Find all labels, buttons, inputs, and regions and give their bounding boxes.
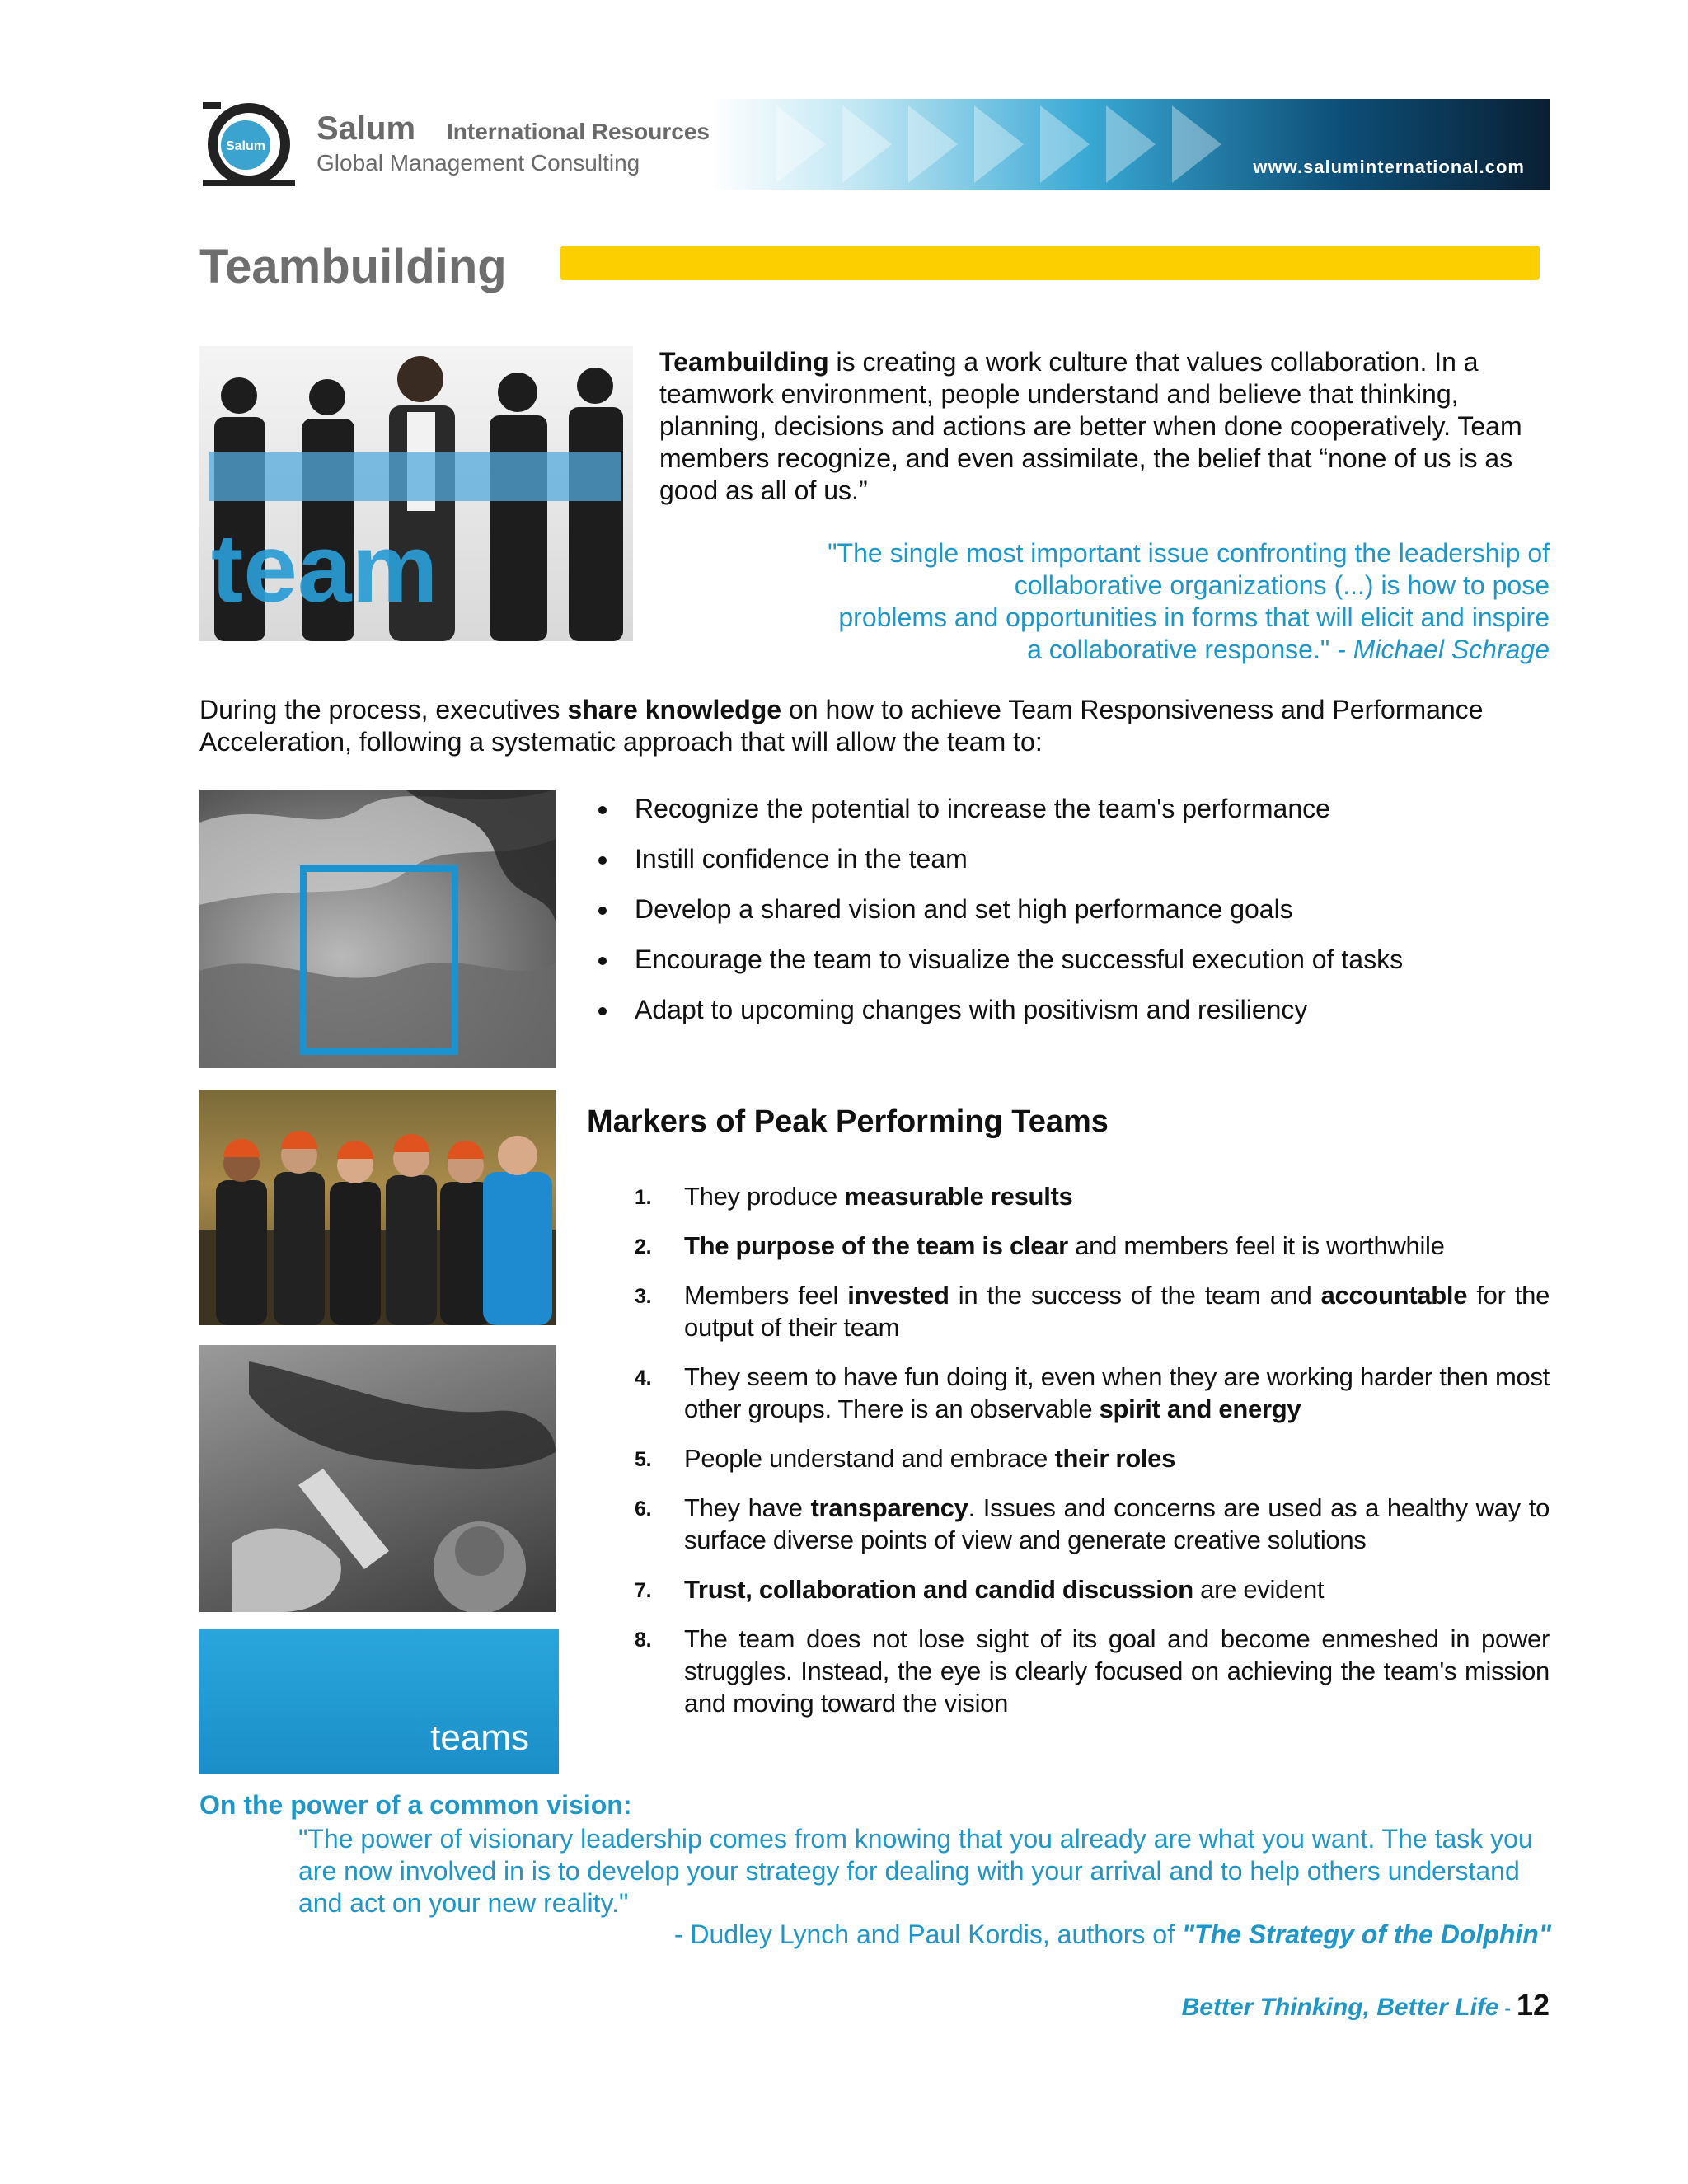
- list-item: [635, 1279, 1550, 1343]
- markers-list: [635, 1180, 1550, 1736]
- chevron-graphic: [908, 105, 958, 183]
- item-text: Members feel: [684, 1281, 848, 1310]
- banner-graphic: [710, 99, 1550, 190]
- attribution-text: - Dudley Lynch and Paul Kordis, authors of: [673, 1919, 1182, 1949]
- chevron-graphic: [974, 105, 1024, 183]
- quote-line: collaborative organizations (...) is how to pose: [1014, 570, 1550, 600]
- team-photo: [199, 346, 633, 641]
- quote-line: "The single most important issue confronting the leadership of: [828, 538, 1550, 568]
- item-number: 7.: [635, 1579, 652, 1602]
- item-text: They have: [684, 1493, 811, 1522]
- footer-tagline: Better Thinking, Better Life: [1181, 1994, 1499, 2021]
- logo-text: Salum: [225, 139, 266, 153]
- item-number: 6.: [635, 1497, 652, 1521]
- vision-attribution: [298, 1919, 1551, 1951]
- chevron-graphic: [776, 105, 826, 183]
- item-text: are evident: [1193, 1575, 1325, 1604]
- brand-area: [199, 99, 710, 190]
- bullet-text: Adapt to upcoming changes with positivism and resiliency: [635, 995, 1308, 1024]
- item-text: The team does not lose sight of its goal and become enmeshed in power struggles. Instead, the eye is clearly focused on achieving the team's mission and moving toward the vision: [684, 1624, 1550, 1718]
- bullet-icon: [598, 856, 607, 865]
- chevron-graphic: [842, 105, 892, 183]
- intro-text: is creating a work culture that values collaboration. In a teamwork environment, people understand and believe that thinking, planning, decisions and actions are better when done cooperatively. Team members recognize, and even assimilate, the belief that “none of us is as good as all of us.”: [659, 347, 1522, 505]
- salum-logo-icon: [199, 99, 298, 190]
- item-number: 5.: [635, 1448, 652, 1471]
- list-item: [635, 1180, 1550, 1212]
- quote-author: - Michael Schrage: [1329, 635, 1550, 664]
- bullet-icon: [598, 957, 607, 965]
- footer-separator: -: [1498, 1998, 1517, 2020]
- list-item: [635, 1623, 1550, 1719]
- quote-line: a collaborative response.": [1027, 635, 1330, 664]
- teams-tile: [199, 1629, 559, 1774]
- page-footer: [989, 1988, 1550, 2022]
- process-emphasis: share knowledge: [567, 695, 782, 724]
- quote-line: problems and opportunities in forms that will elicit and inspire: [838, 602, 1550, 632]
- teams-tile-label: teams: [430, 1718, 529, 1758]
- item-number: 1.: [635, 1186, 652, 1209]
- book-title: "The Strategy of the Dolphin": [1181, 1919, 1551, 1949]
- item-emphasis: their roles: [1054, 1444, 1176, 1473]
- vision-heading: On the power of a common vision:: [199, 1790, 632, 1820]
- intro-paragraph: [659, 346, 1550, 507]
- item-text: They seem to have fun doing it, even when they are working harder then most other groups. There is an observable: [684, 1362, 1550, 1423]
- brand-name: Salum: [316, 110, 416, 147]
- bullet-icon: [598, 806, 607, 814]
- bullet-text: Recognize the potential to increase the team's performance: [635, 794, 1330, 823]
- list-item: [635, 1361, 1550, 1425]
- process-text: During the process, executives: [199, 695, 568, 724]
- vision-quote: "The power of visionary leadership comes from knowing that you already are what you want. The task you are now involved in is to develop your strategy for dealing with your arrival and to help others understand and act on your new reality.": [298, 1824, 1533, 1918]
- list-item: [587, 793, 1551, 825]
- item-text: People understand and embrace: [684, 1444, 1055, 1473]
- bullet-list: [587, 793, 1551, 1044]
- brand-tagline: Global Management Consulting: [316, 150, 640, 176]
- team-image-label: team: [211, 514, 438, 623]
- page-number: 12: [1516, 1988, 1550, 2022]
- group-photo: [199, 1090, 556, 1325]
- item-emphasis: measurable results: [844, 1182, 1073, 1211]
- bullet-icon: [598, 907, 607, 915]
- item-emphasis: spirit and energy: [1099, 1394, 1301, 1423]
- brand-subtitle: International Resources: [447, 119, 710, 144]
- process-text: on how to achieve Team Responsiveness and Performance Acceleration, following a systematic approach that will allow the team to:: [199, 695, 1484, 757]
- process-paragraph: [199, 694, 1551, 758]
- item-text: in the success of the team and: [949, 1281, 1321, 1310]
- canyon-photo: [199, 790, 556, 1068]
- list-item: [587, 944, 1551, 976]
- chevron-graphic: [1172, 105, 1221, 183]
- list-item: [635, 1230, 1550, 1262]
- title-accent-bar: [560, 246, 1540, 280]
- website-url: www.saluminternational.com: [1253, 157, 1525, 177]
- item-text: They produce: [684, 1182, 845, 1211]
- list-item: [587, 893, 1551, 926]
- list-item: [587, 994, 1551, 1026]
- item-number: 3.: [635, 1285, 652, 1308]
- item-text: for the output of their team: [684, 1281, 1550, 1342]
- chevron-graphic: [1040, 105, 1090, 183]
- bullet-text: Instill confidence in the team: [635, 844, 968, 874]
- list-item: [587, 843, 1551, 875]
- item-emphasis: Trust, collaboration and candid discussion: [684, 1575, 1193, 1604]
- chevron-graphic: [1106, 105, 1156, 183]
- page-title: Teambuilding: [199, 240, 507, 293]
- bullet-text: Encourage the team to visualize the successful execution of tasks: [635, 944, 1404, 974]
- bullet-icon: [598, 1007, 607, 1015]
- bullet-text: Develop a shared vision and set high performance goals: [635, 894, 1293, 924]
- item-number: 8.: [635, 1629, 652, 1652]
- section-heading: Markers of Peak Performing Teams: [587, 1104, 1109, 1139]
- header-banner: [199, 99, 1550, 190]
- item-emphasis: transparency: [810, 1493, 968, 1522]
- intro-lead: Teambuilding: [659, 347, 829, 377]
- list-item: [635, 1573, 1550, 1605]
- schrage-quote: [659, 537, 1550, 666]
- item-emphasis: invested: [847, 1281, 950, 1310]
- item-emphasis: accountable: [1320, 1281, 1468, 1310]
- item-number: 2.: [635, 1235, 652, 1258]
- item-emphasis: The purpose of the team is clear: [684, 1231, 1068, 1260]
- item-text: . Issues and concerns are used as a healthy way to surface diverse points of view and generate creative solutions: [684, 1493, 1550, 1554]
- hands-photo: [199, 1345, 556, 1612]
- item-text: and members feel it is worthwhile: [1067, 1231, 1445, 1260]
- list-item: [635, 1442, 1550, 1474]
- list-item: [635, 1492, 1550, 1556]
- item-number: 4.: [635, 1366, 652, 1390]
